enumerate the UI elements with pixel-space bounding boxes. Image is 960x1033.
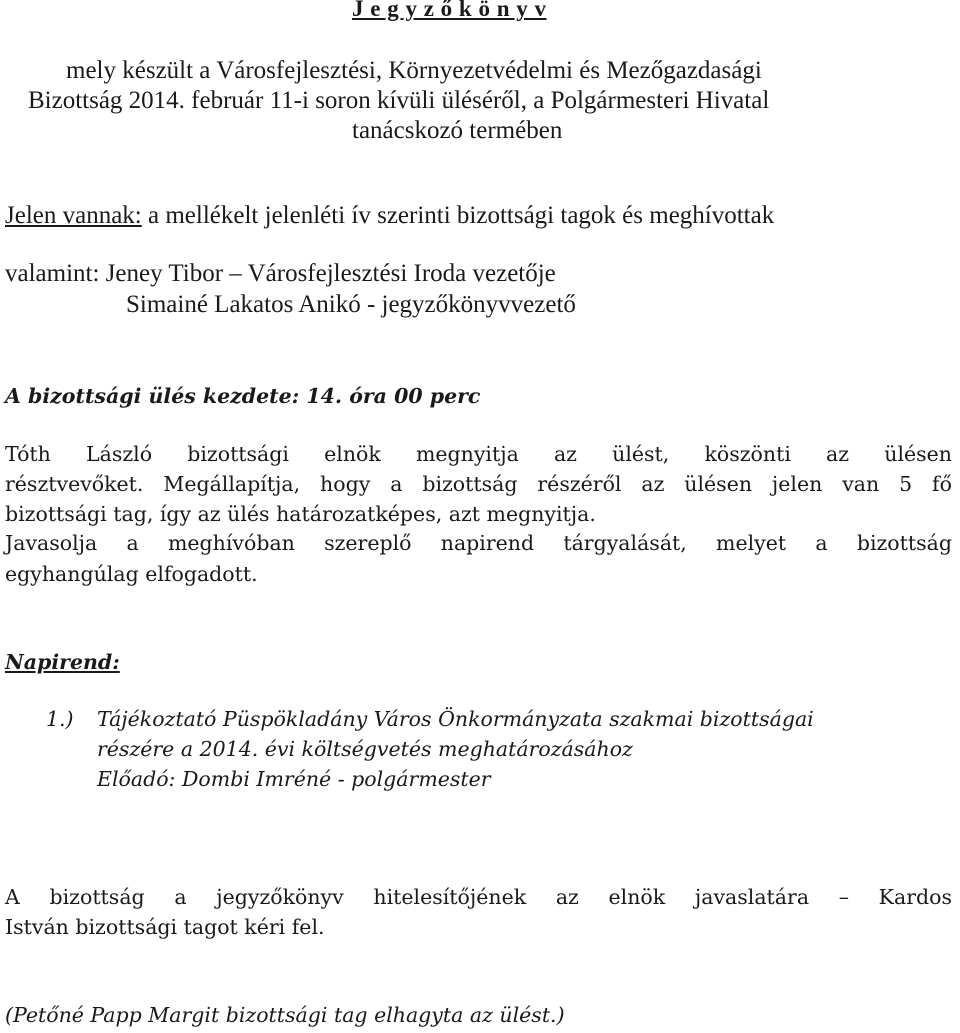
present-text: a mellékelt jelenléti ív szerinti bizottsági tagok és meghívottak (141, 202, 775, 229)
agenda-heading: Napirend: (5, 650, 120, 674)
authenticator-line-1: A bizottság a jegyzőkönyv hitelesítőjének az elnök javaslatára – Kardos (5, 885, 952, 909)
intro-line-2: Bizottság 2014. február 11-i soron kívüli üléséről, a Polgármesteri Hivatal (28, 87, 770, 114)
present-line (5, 202, 774, 230)
document-title: J e g y z ő k ö n y v (352, 0, 547, 21)
present-label: Jelen vannak: (5, 202, 142, 229)
agenda-item-number: 1.) (46, 707, 74, 731)
opening-line-4: Javasolja a meghívóban szereplő napirend tárgyalását, melyet a bizottság (5, 531, 952, 555)
opening-line-2: résztvevőket. Megállapítja, hogy a bizottság részéről az ülésen jelen van 5 fő (5, 472, 952, 496)
meeting-start-time: A bizottsági ülés kezdete: 14. óra 00 perc (5, 384, 481, 408)
opening-line-3: bizottsági tag, így az ülés határozatképes, azt megnyitja. (5, 502, 596, 526)
agenda-item-presenter: Előadó: Dombi Imréné - polgármester (97, 767, 491, 791)
departure-note: (Petőné Papp Margit bizottsági tag elhagyta az ülést.) (5, 1003, 565, 1027)
present-also-line-1: valamint: Jeney Tibor – Városfejlesztési Iroda vezetője (5, 260, 556, 287)
authenticator-line-2: István bizottsági tagot kéri fel. (5, 915, 325, 939)
intro-line-1: mely készült a Városfejlesztési, Környezetvédelmi és Mezőgazdasági (66, 57, 762, 84)
agenda-item-line-1: Tájékoztató Püspökladány Város Önkormányzata szakmai bizottságai (97, 707, 814, 731)
intro-line-3: tanácskozó termében (352, 117, 563, 144)
present-also-line-2: Simainé Lakatos Anikó - jegyzőkönyvvezető (126, 291, 576, 318)
opening-line-1: Tóth László bizottsági elnök megnyitja az ülést, köszönti az ülésen (5, 442, 952, 466)
agenda-item-line-2: részére a 2014. évi költségvetés meghatározásához (97, 737, 633, 761)
opening-line-5: egyhangúlag elfogadott. (5, 562, 258, 586)
